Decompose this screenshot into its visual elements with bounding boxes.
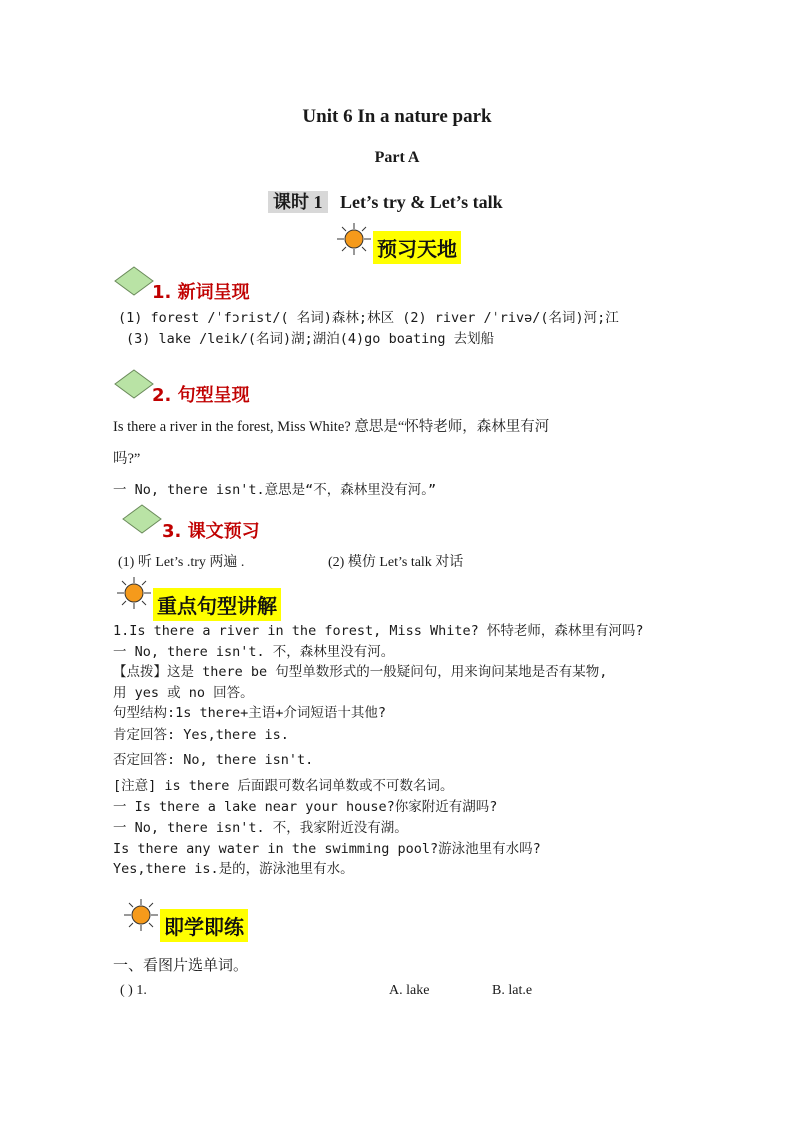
key-line: [注意] is there 后面跟可数名词单数或不可数名词。 <box>113 778 454 794</box>
sentences-line-3: 一 No, there isn't.意思是“不，森林里没有河。” <box>113 482 437 498</box>
sentences-line-1: Is there a river in the forest, Miss White? 意思是“怀特老师，森林里有河 <box>113 419 550 435</box>
key-line: Yes,there is.是的，游泳池里有水。 <box>113 861 354 877</box>
practice-banner: 即学即练 <box>160 909 248 942</box>
part-label: Part A <box>374 149 420 166</box>
sun-icon <box>121 898 161 932</box>
lesson-heading <box>268 188 503 214</box>
text-preview-item-1: (1) 听 Let’s .try 两遍 . <box>118 555 245 570</box>
key-line: 1.Is there a river in the forest, Miss White? 怀特老师，森林里有河吗? <box>113 623 644 639</box>
key-line: 一 Is there a lake near your house?你家附近有湖吗? <box>113 799 498 815</box>
key-line: 一 No, there isn't. 不，森林里没有河。 <box>113 644 395 660</box>
key-line: Is there any water in the swimming pool?游泳池里有水吗? <box>113 841 541 857</box>
question-1-option-a: A. lake <box>389 983 430 998</box>
diamond-icon <box>122 504 162 534</box>
diamond-icon <box>114 369 154 399</box>
diamond-icon <box>114 266 154 296</box>
question-1-number: ( ) 1. <box>120 983 147 998</box>
lesson-label: 课时 1 <box>268 191 328 213</box>
key-line: 肯定回答: Yes,there is. <box>113 727 289 743</box>
sentences-line-2: 吗?” <box>113 451 141 467</box>
unit-title: Unit 6 In a nature park <box>302 106 492 127</box>
preview-banner: 预习天地 <box>373 231 461 264</box>
practice-section-title: 一、看图片选单词。 <box>113 956 249 974</box>
text-preview-item-2: (2) 模仿 Let’s talk 对话 <box>328 555 464 570</box>
sun-icon <box>114 576 154 610</box>
key-points-banner: 重点句型讲解 <box>153 588 281 621</box>
lesson-title: Let’s try & Let’s talk <box>340 192 503 212</box>
sentences-heading: 2. 句型呈现 <box>152 385 250 406</box>
new-words-line-1: (1) forest /ˈfɔrist/( 名词)森林;林区 (2) river /ˈrivə/(名词)河;江 <box>118 310 619 326</box>
key-line: 用 yes 或 no 回答。 <box>113 685 254 701</box>
text-preview-heading: 3. 课文预习 <box>162 521 260 542</box>
key-line: 否定回答: No, there isn't. <box>113 752 314 768</box>
key-line: 【点拨】这是 there be 句型单数形式的一般疑问句，用来询问某地是否有某物, <box>113 664 608 680</box>
new-words-line-2: (3) lake /leik/(名词)湖;湖泊(4)go boating 去划船 <box>126 331 495 347</box>
key-line: 一 No, there isn't. 不，我家附近没有湖。 <box>113 820 408 836</box>
new-words-heading: 1. 新词呈现 <box>152 282 250 303</box>
sun-icon <box>334 222 374 256</box>
question-1-option-b: B. lat.e <box>492 983 533 998</box>
key-line: 句型结构:1s there+主语+介词短语十其他? <box>113 705 387 721</box>
